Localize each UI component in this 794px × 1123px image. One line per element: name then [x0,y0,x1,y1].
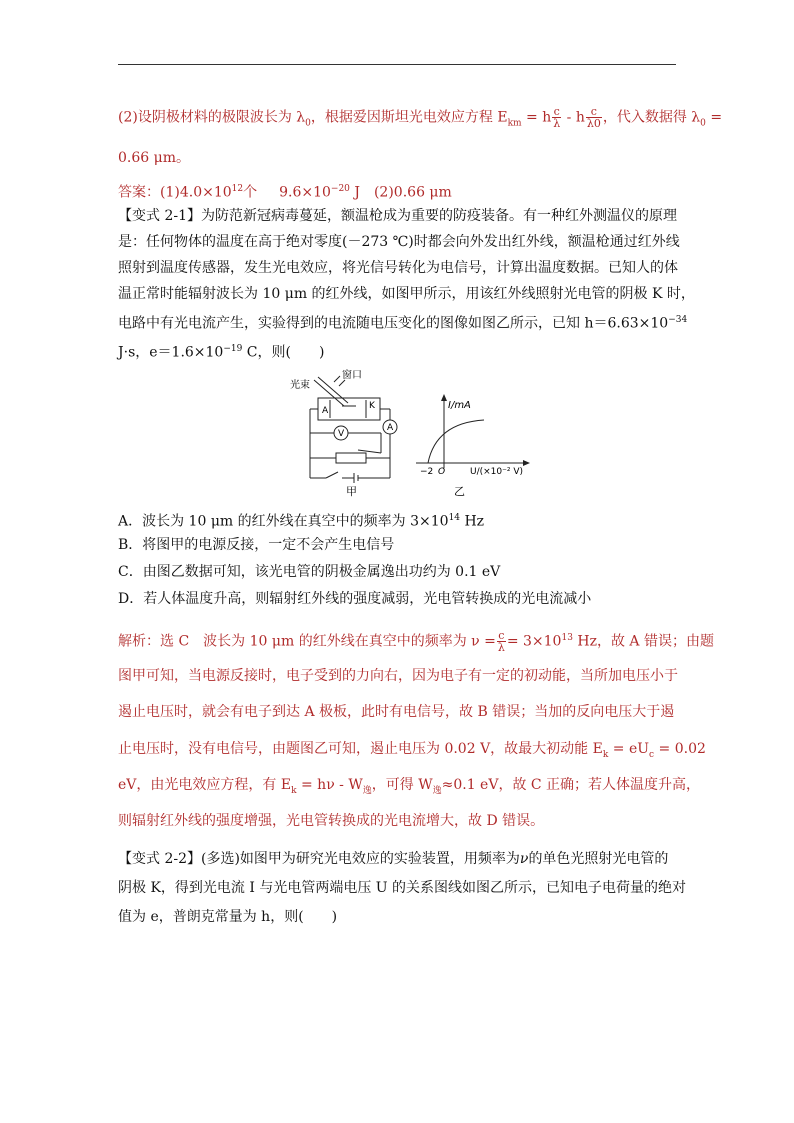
frac-num: c [498,629,505,643]
graph-tick: −2 [420,467,434,477]
part2-tail-sub: 0 [700,118,706,129]
analysis-line-6: 则辐射红外线的强度增强，光电管转换成的光电流增大，故 D 错误。 [118,813,545,829]
part2-mid: ，根据爱因斯坦光电效应方程 E [310,109,508,126]
analysis-l5-b: = hν - W [296,777,363,793]
q21-exp34: −34 [668,315,688,325]
experiment-figure [286,368,546,500]
frac-num: c [553,105,560,118]
ammeter-label: A [387,423,394,433]
analysis-l4-b: = eU [608,741,650,757]
q21-last2: C，则( ) [242,344,325,361]
graph-y-label: I/mA [448,400,471,411]
q21-line-6 [118,339,324,363]
q21-line-5-text: 电路中有光电流产生，实验得到的电流随电压变化的图像如图乙所示，已知 h＝6.63×10 [118,315,669,332]
analysis-l4-a: 止电压时，没有电信号，由题图乙可知，遏止电压为 0.02 V，故最大初动能 E [118,741,603,757]
frac-den: λ [497,641,505,655]
analysis-line-3: 遏止电压时，就会有电子到达 A 极板，此时有电信号，故 B 错误；当加的反向电压大于遏 [118,704,675,720]
answer-a2-unit: J [349,184,360,201]
answer-a1: (1)4.0×10 [160,184,232,201]
q21-line-1: 【变式 2-1】为防范新冠病毒蔓延，额温枪成为重要的防疫装备。有一种红外测温仪的原理 [118,208,677,224]
analysis-l5-a: eV，由光电效应方程，有 E [118,777,292,793]
x-axis-arrow [523,460,530,466]
frac-num: c [586,106,602,118]
analysis-line-2: 图甲可知，当电源反接时，电子受到的力向右，因为电子有一定的初动能，当所加电压小于 [118,668,678,684]
label-window: 窗口 [342,370,362,381]
q22-line-3: 值为 e，普朗克常量为 h，则( ) [118,909,338,925]
analysis-l1-tail: Hz，故 A 错误；由题 [572,633,714,650]
switch [326,472,338,478]
analysis-l5-tail: ≈0.1 eV，故 C 正确；若人体温度升高， [441,777,701,793]
analysis-l1-b: = 3×10 [506,633,562,650]
q22-line-1 [118,849,668,869]
label-anode: A [322,406,329,416]
caption-yi: 乙 [454,485,465,498]
part2-minus: - h [562,109,585,126]
option-a-text: A．波长为 10 μm 的红外线在真空中的频率为 3×10 [118,513,449,530]
frac-c-lambda0 [586,106,602,129]
option-b: B．将图甲的电源反接，一定不会产生电信号 [118,537,395,553]
frac-c-over-lambda [497,630,506,653]
option-a-exp: 14 [448,513,461,523]
q22-l1-b: 的单色光照射光电管的 [528,851,669,867]
analysis-line-5 [118,775,700,801]
voltmeter-label: V [338,429,345,439]
rheostat [336,453,366,463]
analysis-l4-k: k [602,749,609,760]
part2-prefix: (2)设阴极材料的极限波长为 λ [118,109,306,126]
answer-a2-exp: −20 [330,184,350,194]
analysis-l1-exp: 13 [561,633,573,643]
y-axis-arrow [441,394,447,401]
part2-tail: ，代入数据得 λ [602,109,701,126]
header-rule [118,64,676,65]
analysis-l4-c: c [649,749,655,760]
q21-last: J·s，e＝1.6×10 [118,344,224,361]
label-light: 光束 [290,380,310,391]
answer-a1-unit: 个 [243,184,258,201]
part2-line [118,106,722,133]
answer-a2: 9.6×10 [279,184,331,201]
answer-a1-exp: 12 [231,184,244,194]
analysis-line-4 [118,739,706,765]
frac-den: λ [553,117,561,130]
part2-result: 0.66 μm。 [118,150,190,166]
q21-line-4: 温正常时能辐射波长为 10 μm 的红外线，如图甲所示，用该红外线照射光电管的阴极 K 时， [118,286,695,302]
part2-eq: = h [521,109,552,126]
analysis-l5-k: k [291,785,297,796]
option-c: C．由图乙数据可知，该光电管的阴极金属逸出功约为 0.1 eV [118,564,501,580]
graph-origin: O [438,467,446,477]
answer-a3: (2)0.66 μm [373,184,452,201]
q22-nu: ν [519,851,529,867]
frac-den: λ0 [586,117,601,130]
label-cathode: K [369,401,375,411]
analysis-l5-yi2: 逸 [432,785,442,796]
option-a-unit: Hz [460,513,485,530]
q21-line-3: 照射到温度传感器，发生光电效应，将光信号转化为电信号，计算出温度数据。已知人的体 [118,260,678,276]
answer-label: 答案： [118,184,160,201]
frac-c-lambda [552,106,561,129]
analysis-l4-tail: = 0.02 [654,741,706,757]
analysis-l5-yi: 逸 [362,785,372,796]
q21-exp19: −19 [223,344,243,354]
part2-km: km [507,118,522,129]
window-mark-1 [334,376,340,382]
iv-curve [428,420,484,463]
caption-jia: 甲 [346,485,357,498]
analysis-l5-c: ，可得 W [371,777,433,793]
q22-l1-a: 【变式 2-2】(多选)如图甲为研究光电效应的实验装置，用频率为 [118,851,520,867]
option-d: D．若人体温度升高，则辐射红外线的强度减弱，光电管转换成的光电流减小 [118,591,592,607]
q21-line-5 [118,310,687,334]
part2-sub0: 0 [305,118,311,129]
q21-line-2: 是：任何物体的温度在高于绝对零度(－273 ℃)时都会向外发出红外线，额温枪通过红外线 [118,234,680,250]
answer-line [118,179,452,203]
q22-line-2: 阴极 K，得到光电流 I 与光电管两端电压 U 的关系图线如图乙所示，已知电子电荷量的绝对 [118,880,687,896]
analysis-line-1 [118,628,714,653]
graph-x-label: U/(×10⁻² V) [470,467,524,477]
part2-tail-eq: = [705,109,723,126]
analysis-l1-a: 解析：选 C 波长为 10 μm 的红外线在真空中的频率为 ν = [118,633,496,650]
option-a [118,508,484,532]
